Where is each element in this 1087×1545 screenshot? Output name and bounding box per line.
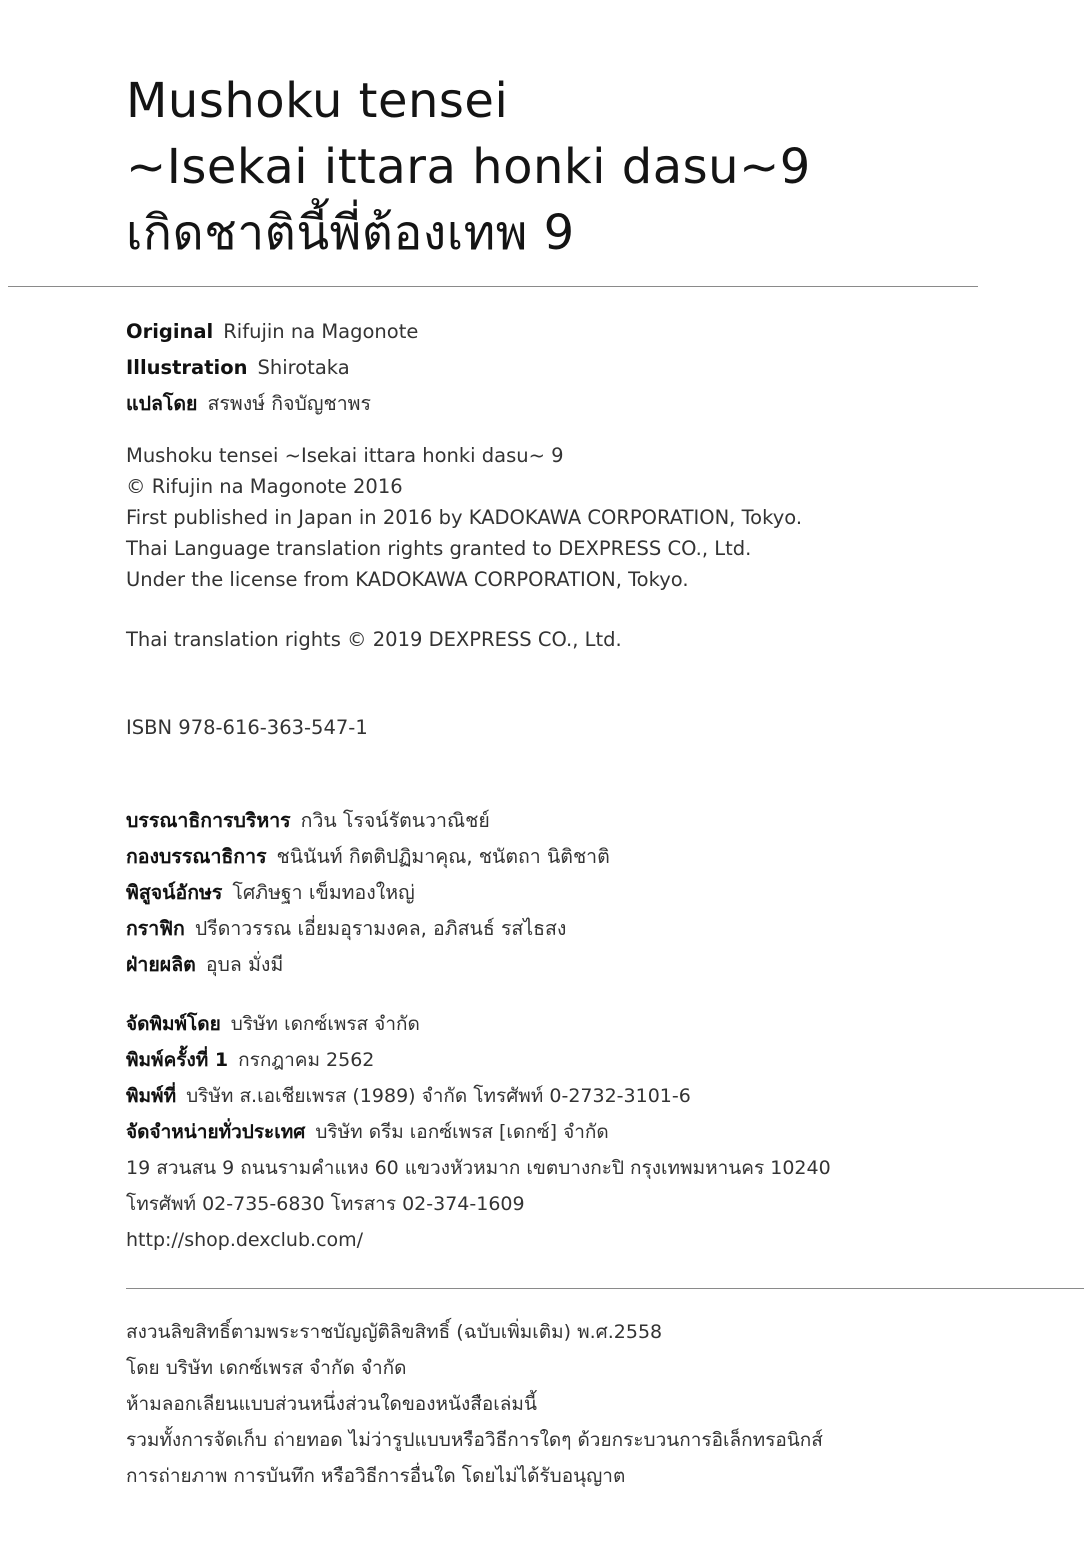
copyright-line: Thai Language translation rights granted to DEXPRESS CO., Ltd. [126,537,752,560]
staff-row [126,911,610,947]
staff-value: กวิน โรจน์รัตนวาณิชย์ [300,809,490,832]
notice-line: โดย บริษัท เดกซ์เพรส จำกัด จำกัด [126,1357,407,1379]
copyright-line: Under the license from KADOKAWA CORPORATION, Tokyo. [126,568,689,591]
title-line-3: เกิดชาตินี้พี่ต้องเทพ 9 [126,205,575,261]
copyright-notice [126,1314,823,1494]
staff-label: พิสูจน์อักษร [126,881,223,904]
staff-row [126,803,610,839]
notice-line: ห้ามลอกเลียนแบบส่วนหนึ่งส่วนใดของหนังสือเล่มนี้ [126,1393,537,1415]
staff-label: บรรณาธิการบริหาร [126,809,291,832]
publishing-section [126,1006,831,1258]
staff-label: ฝ่ายผลิต [126,953,196,976]
publishing-value: 19 สวนสน 9 ถนนรามคำแหง 60 แขวงหัวหมาก เขตบางกะปิ กรุงเทพมหานคร 10240 [126,1157,831,1179]
credit-label: Original [126,320,214,343]
publishing-value: บริษัท เดกซ์เพรส จำกัด [230,1013,420,1035]
staff-value: โศภิษฐา เข็มทองใหญ่ [232,881,415,904]
bottom-divider [126,1288,1084,1289]
thai-translation-rights: Thai translation rights © 2019 DEXPRESS CO., Ltd. [126,628,622,651]
credit-row-illustration [126,350,418,386]
publishing-row [126,1114,831,1150]
website-link[interactable]: http://shop.dexclub.com/ [126,1229,364,1251]
credit-row-translator [126,386,418,422]
staff-row [126,839,610,875]
publisher-phone [126,1186,831,1222]
publishing-row [126,1006,831,1042]
copyright-line: First published in Japan in 2016 by KADOKAWA CORPORATION, Tokyo. [126,506,803,529]
top-divider [8,286,978,287]
credit-label: แปลโดย [126,392,198,415]
publishing-value: บริษัท ส.เอเชียเพรส (1989) จำกัด โทรศัพท์ 0-2732-3101-6 [186,1085,691,1107]
credits-section [126,314,418,422]
staff-label: กราฟิก [126,917,185,940]
staff-value: ชนินันท์ กิตติปฏิมาคุณ, ชนัตถา นิติชาติ [276,845,610,868]
publishing-row [126,1078,831,1114]
publishing-label: พิมพ์ครั้งที่ 1 [126,1049,229,1071]
credit-value: Shirotaka [257,356,350,379]
staff-label: กองบรรณาธิการ [126,845,267,868]
credit-value: Rifujin na Magonote [223,320,419,343]
copyright-line: Mushoku tensei ~Isekai ittara honki dasu~ 9 [126,444,564,467]
publishing-label: จัดพิมพ์โดย [126,1013,221,1035]
title-line-2: ~Isekai ittara honki dasu~9 [126,139,811,195]
publishing-value: กรกฎาคม 2562 [238,1049,375,1071]
notice-line: สงวนลิขสิทธิ์ตามพระราชบัญญัติลิขสิทธิ์ (ฉบับเพิ่มเติม) พ.ศ.2558 [126,1321,663,1343]
publisher-website [126,1222,831,1258]
isbn: ISBN 978-616-363-547-1 [126,716,368,739]
copyright-line: © Rifujin na Magonote 2016 [126,475,403,498]
publishing-label: จัดจำหน่ายทั่วประเทศ [126,1121,306,1143]
credit-value: สรพงษ์ กิจบัญชาพร [207,392,372,415]
publishing-value: บริษัท ดรีม เอกซ์เพรส [เดกซ์] จำกัด [315,1121,609,1143]
staff-value: ปรีดาวรรณ เอี่ยมอุรามงคล, อภิสนธ์ รสไธสง [194,917,567,940]
publishing-row [126,1042,831,1078]
publisher-address [126,1150,831,1186]
notice-line: การถ่ายภาพ การบันทึก หรือวิธีการอื่นใด โดยไม่ได้รับอนุญาต [126,1465,626,1487]
credit-row-original [126,314,418,350]
title-line-1: Mushoku tensei [126,73,509,129]
copyright-section [126,440,802,595]
credit-label: Illustration [126,356,248,379]
notice-line: รวมทั้งการจัดเก็บ ถ่ายทอด ไม่ว่ารูปแบบหรือวิธีการใดๆ ด้วยกระบวนการอิเล็กทรอนิกส์ [126,1429,823,1451]
publishing-label: พิมพ์ที่ [126,1085,177,1107]
book-title [126,68,1026,266]
staff-row [126,947,610,983]
staff-row [126,875,610,911]
publishing-value: โทรศัพท์ 02-735-6830 โทรสาร 02-374-1609 [126,1193,525,1215]
staff-value: อุบล มั่งมี [205,953,284,976]
staff-section [126,803,610,983]
